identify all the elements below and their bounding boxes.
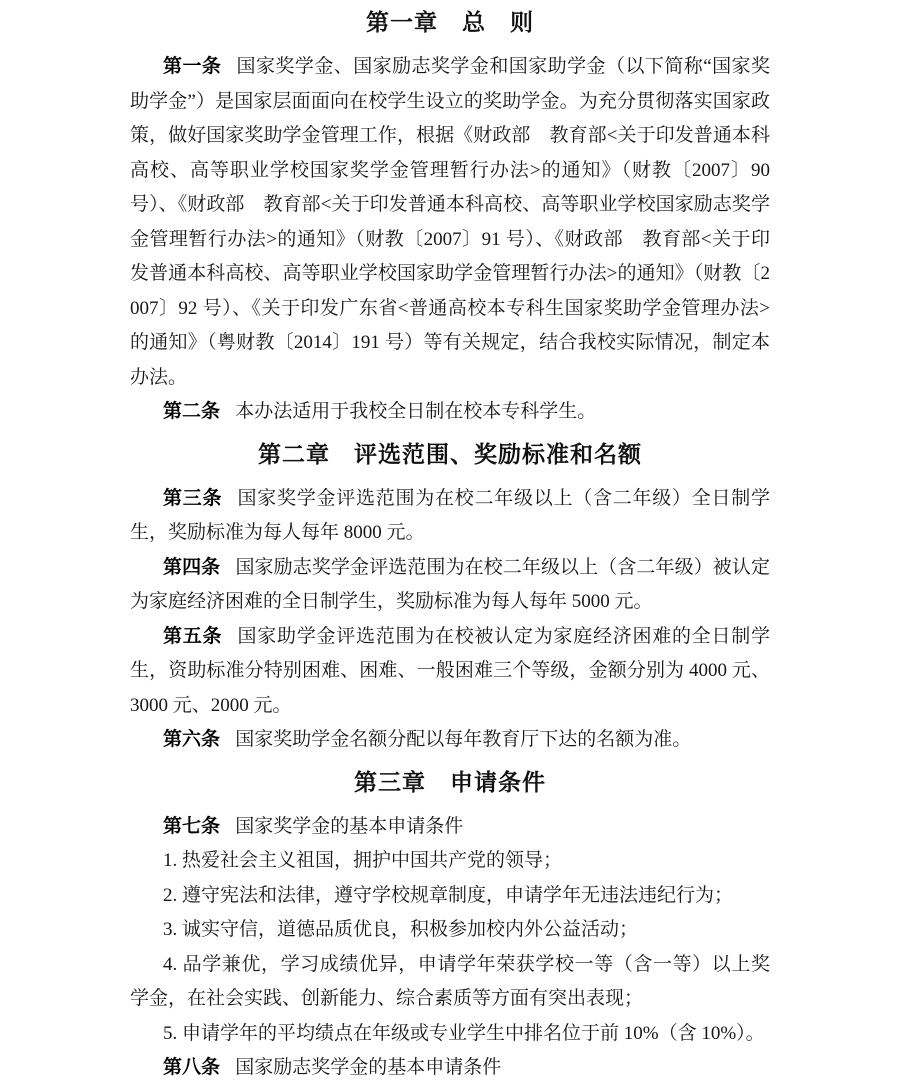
condition-item-4-text: 4. 品学兼优，学习成绩优异，申请学年荣获学校一等（含一等）以上奖学金，在社会实践、创新能力、综合素质等方面有突出表现；	[130, 953, 770, 1009]
article-5-text: 国家助学金评选范围为在校被认定为家庭经济困难的全日制学生，资助标准分特别困难、困难、一般困难三个等级，金额分别为 4000 元、3000 元、2000 元。	[130, 625, 770, 716]
condition-item-1-text: 1. 热爱社会主义祖国，拥护中国共产党的领导；	[163, 850, 563, 871]
article-1-text: 国家奖学金、国家励志奖学金和国家助学金（以下简称“国家奖助学金”）是国家层面面向在校学生设立的奖助学金。为充分贯彻落实国家政策，做好国家奖助学金管理工作，根据《财政部 教育部<关于印发普通本科高校、高等职业学校国家奖学金管理暂行办法>的通知》（财教〔2007〕90 号）、《财政部 教育部<关于印发普通本科高校、高等职业学校国家励志奖学金管理暂行办法>的通知》（财教〔2007〕91 号）、《财政部 教育部<关于印发普通本科高校、高等职业学校国家助学金管理暂行办法>的通知》（财教〔2007〕92 号）、《关于印发广东省<普通高校本专科生国家奖助学金管理办法>的通知》（粤财教〔2014〕191 号）等有关规定，结合我校实际情况，制定本办法。	[130, 56, 770, 388]
article-6-lead: 第六条	[163, 729, 221, 750]
article-6-text: 国家奖助学金名额分配以每年教育厅下达的名额为准。	[235, 729, 692, 750]
condition-item-1	[130, 844, 770, 879]
article-3-text: 国家奖学金评选范围为在校二年级以上（含二年级）全日制学生，奖励标准为每人每年 8000 元。	[130, 487, 770, 543]
article-1-paragraph	[130, 50, 770, 395]
condition-item-2-text: 2. 遵守宪法和法律，遵守学校规章制度，申请学年无违法违纪行为；	[163, 884, 734, 906]
article-4-text: 国家励志奖学金评选范围为在校二年级以上（含二年级）被认定为家庭经济困难的全日制学生，奖励标准为每人每年 5000 元。	[130, 556, 770, 612]
article-2-paragraph	[130, 395, 770, 430]
condition-item-5-text: 5. 申请学年的平均绩点在年级或专业学生中排名位于前 10%（含 10%）。	[163, 1022, 765, 1044]
article-8-lead: 第八条	[163, 1057, 221, 1078]
article-7-paragraph	[130, 810, 770, 845]
article-5-paragraph	[130, 620, 770, 724]
article-4-lead: 第四条	[163, 556, 221, 578]
article-4-paragraph	[130, 551, 770, 620]
condition-item-4	[130, 948, 770, 1017]
article-8-paragraph	[130, 1051, 770, 1086]
chapter-3-heading: 第三章 申请条件	[354, 769, 546, 795]
chapter-2-heading: 第二章 评选范围、奖励标准和名额	[258, 441, 642, 467]
article-3-paragraph	[130, 482, 770, 551]
article-6-paragraph	[130, 723, 770, 758]
article-2-lead: 第二条	[163, 401, 221, 422]
condition-item-5	[130, 1017, 770, 1052]
condition-item-3-text: 3. 诚实守信，道德品质优良，积极参加校内外公益活动；	[163, 919, 639, 940]
article-2-text: 本办法适用于我校全日制在校本专科学生。	[235, 401, 597, 422]
article-3-lead: 第三条	[163, 487, 223, 509]
condition-item-3	[130, 913, 770, 948]
chapter-1-heading: 第一章 总 则	[366, 10, 534, 35]
article-1-lead: 第一条	[163, 56, 222, 77]
article-8-text: 国家励志奖学金的基本申请条件	[235, 1057, 502, 1078]
article-7-lead: 第七条	[163, 815, 221, 837]
article-5-lead: 第五条	[163, 625, 223, 647]
condition-item-2	[130, 879, 770, 914]
article-7-text: 国家奖学金的基本申请条件	[235, 815, 464, 837]
